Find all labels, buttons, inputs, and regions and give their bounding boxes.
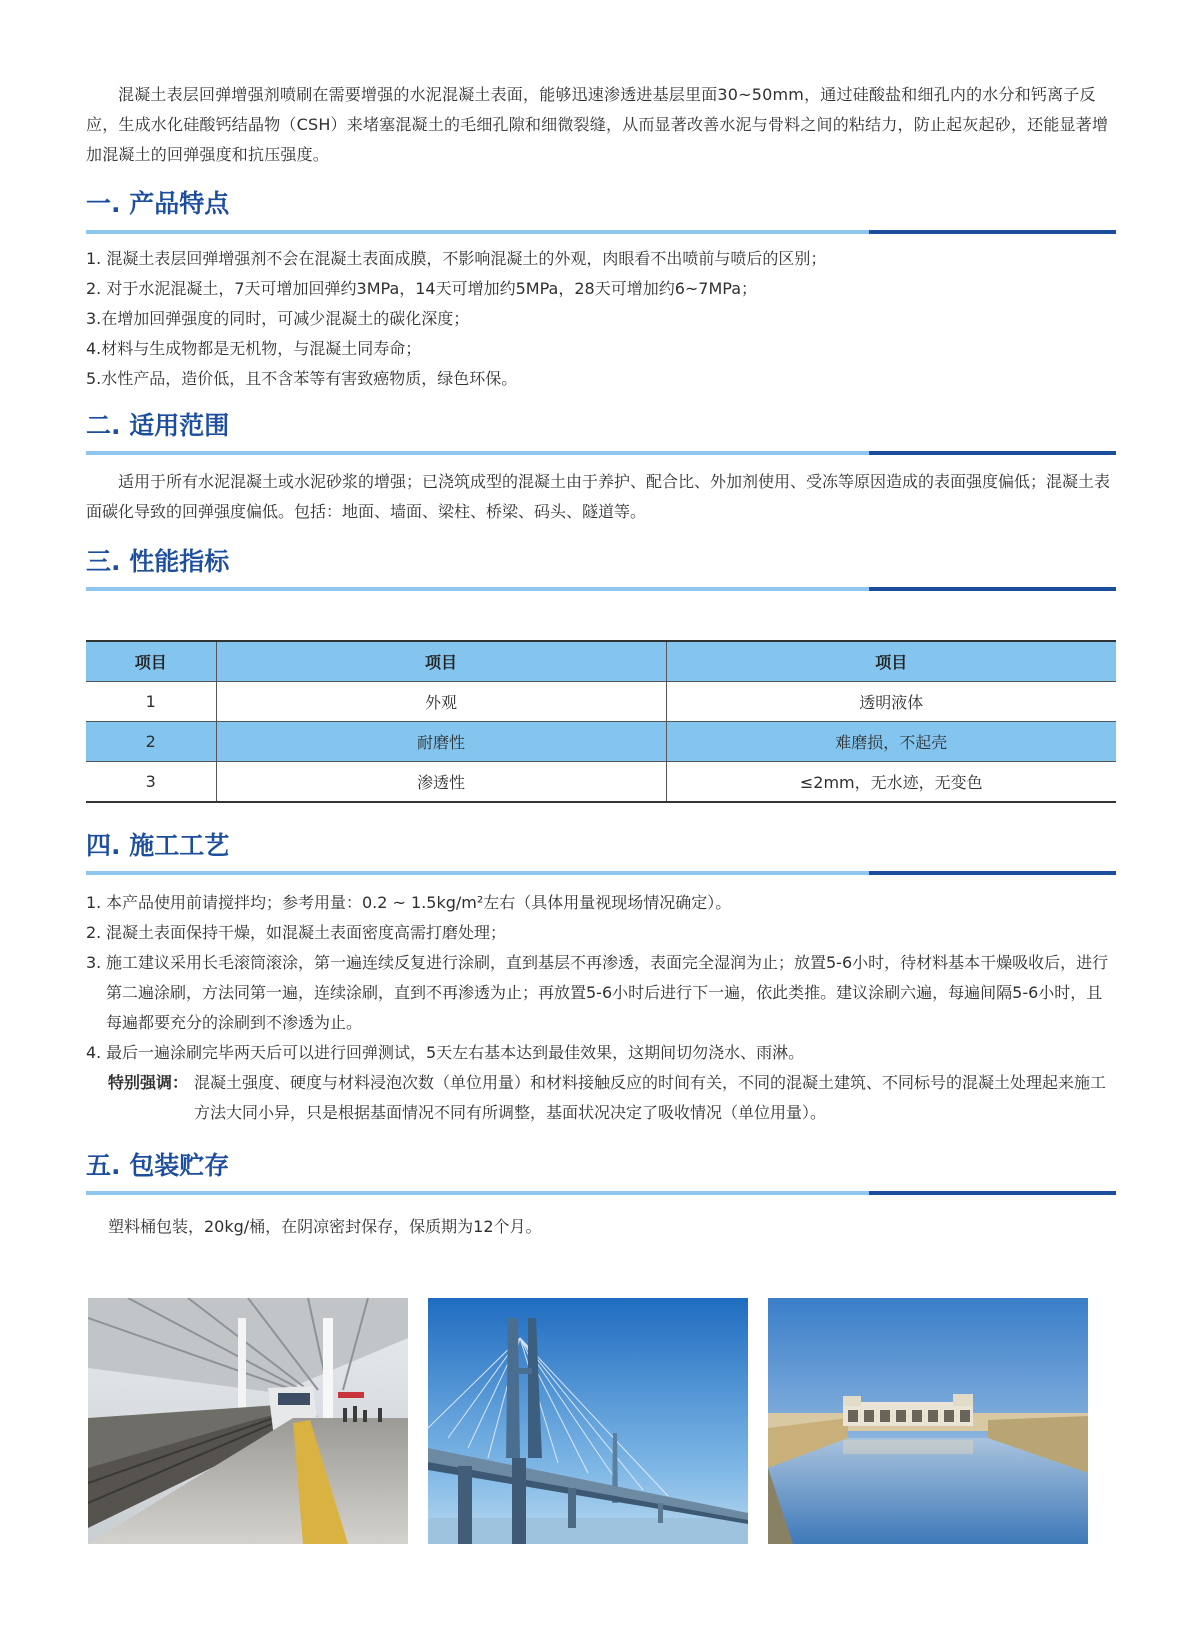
features-list	[86, 244, 1116, 394]
special-note-label: 特别强调：	[108, 1073, 189, 1092]
table-header-cell: 项目	[216, 641, 666, 682]
list-item	[86, 888, 1116, 918]
packaging-paragraph: 塑料桶包装，20kg/桶，在阴凉密封保存，保质期为12个月。	[108, 1217, 542, 1236]
table-cell: 透明液体	[666, 682, 1116, 722]
performance-table	[86, 640, 1116, 803]
photo-canal-sluice	[768, 1298, 1088, 1544]
train-station-image	[88, 1298, 408, 1544]
process-list	[86, 888, 1116, 1128]
list-item-text: 混凝土表面保持干燥，如混凝土表面密度高需打磨处理；	[106, 923, 507, 942]
list-item: 3.在增加回弹强度的同时，可减少混凝土的碳化深度；	[86, 309, 470, 328]
list-item-text: 施工建议采用长毛滚筒滚涂，第一遍连续反复进行涂刷，直到基层不再渗透，表面完全湿润为止；放置5-6小时，待材料基本干燥吸收后，进行第二遍涂刷，方法同第一遍，连续涂刷，直到不再渗透为止；再放置5-6小时后进行下一遍，依此类推。建议涂刷六遍，每遍间隔5-6小时，且每遍都要充分的涂刷到不渗透为止。	[106, 953, 1109, 1032]
intro-paragraph: 混凝土表层回弹增强剂喷刷在需要增强的水泥混凝土表面，能够迅速渗透进基层里面30~50mm，通过硅酸盐和细孔内的水分和钙离子反应，生成水化硅酸钙结晶物（CSH）来堵塞混凝土的毛细孔隙和细微裂缝，从而显著改善水泥与骨料之间的粘结力，防止起灰起砂，还能显著增加混凝土的回弹强度和抗压强度。	[86, 85, 1109, 164]
section-title-scope: 二. 适用范围	[86, 411, 230, 440]
table-cell: 2	[86, 722, 216, 762]
table-cell: ≤2mm，无水迹，无变色	[666, 762, 1116, 803]
table-cell: 难磨损，不起壳	[666, 722, 1116, 762]
section-divider	[86, 871, 1116, 875]
list-item-text: 最后一遍涂刷完毕两天后可以进行回弹测试，5天左右基本达到最佳效果，这期间切勿浇水、雨淋。	[106, 1043, 805, 1062]
table-header-cell: 项目	[86, 641, 216, 682]
table-header-cell: 项目	[666, 641, 1116, 682]
list-item	[86, 918, 1116, 948]
list-item: 1. 混凝土表层回弹增强剂不会在混凝土表面成膜，不影响混凝土的外观，肉眼看不出喷前与喷后的区别；	[86, 249, 827, 268]
scope-paragraph: 适用于所有水泥混凝土或水泥砂浆的增强；已浇筑成型的混凝土由于养护、配合比、外加剂使用、受冻等原因造成的表面强度偏低；混凝土表面碳化导致的回弹强度偏低。包括：地面、墙面、梁柱、桥梁、码头、隧道等。	[86, 472, 1111, 521]
section-divider	[86, 587, 1116, 591]
table-cell: 3	[86, 762, 216, 803]
section-title-packaging: 五. 包装贮存	[86, 1151, 230, 1180]
section-divider	[86, 230, 1116, 234]
cable-bridge-image	[428, 1298, 748, 1544]
table-cell: 1	[86, 682, 216, 722]
section-title-process: 四. 施工工艺	[86, 831, 230, 860]
section-title-performance: 三. 性能指标	[86, 547, 230, 576]
list-item-number: 4.	[86, 1043, 102, 1062]
list-item: 5.水性产品，造价低，且不含苯等有害致癌物质，绿色环保。	[86, 369, 518, 388]
list-item: 2. 对于水泥混凝土，7天可增加回弹约3MPa，14天可增加约5MPa，28天可增加约6~7MPa；	[86, 279, 757, 298]
section-title-features: 一. 产品特点	[86, 189, 230, 218]
section-divider	[86, 451, 1116, 455]
table-row	[86, 682, 1116, 722]
list-item	[86, 1038, 1116, 1068]
table-row	[86, 762, 1116, 803]
table-cell: 渗透性	[216, 762, 666, 803]
special-note	[86, 1068, 1116, 1128]
canal-sluice-image	[768, 1298, 1088, 1544]
list-item-number: 1.	[86, 893, 102, 912]
section-divider	[86, 1191, 1116, 1195]
list-item-number: 2.	[86, 923, 102, 942]
special-note-text: 混凝土强度、硬度与材料浸泡次数（单位用量）和材料接触反应的时间有关，不同的混凝土建筑、不同标号的混凝土处理起来施工方法大同小异，只是根据基面情况不同有所调整，基面状况决定了吸收情况（单位用量）。	[194, 1073, 1107, 1122]
list-item-number: 3.	[86, 953, 102, 972]
table-cell: 外观	[216, 682, 666, 722]
photo-cable-bridge	[428, 1298, 748, 1544]
list-item	[86, 948, 1116, 1038]
table-header-row	[86, 641, 1116, 682]
photo-train-station	[88, 1298, 408, 1544]
list-item: 4.材料与生成物都是无机物，与混凝土同寿命；	[86, 339, 422, 358]
table-row	[86, 722, 1116, 762]
list-item-text: 本产品使用前请搅拌均；参考用量：0.2 ~ 1.5kg/m²左右（具体用量视现场情况确定）。	[106, 893, 732, 912]
table-cell: 耐磨性	[216, 722, 666, 762]
